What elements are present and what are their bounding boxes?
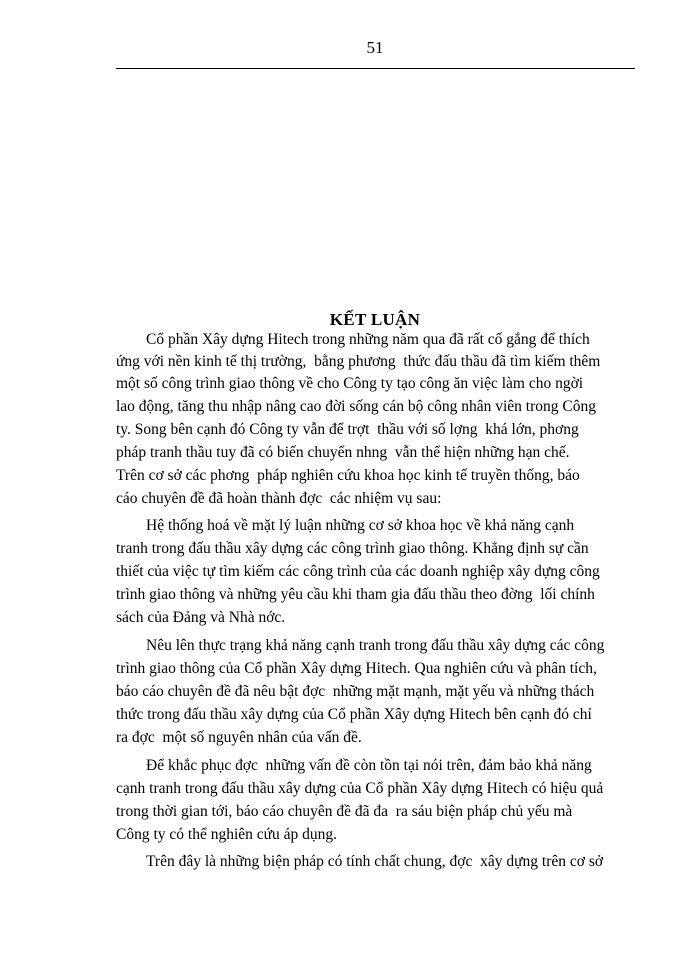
text-line: Cổ phần Xây dựng Hitech trong những năm qua đã rất cố gắng để thích	[146, 331, 590, 348]
text-line: Để khắc phục đợc những vấn đề còn tồn tại nói trên, đảm bảo khả năng	[146, 757, 592, 774]
section-title: KẾT LUẬN	[329, 310, 421, 329]
text-line: trong thời gian tới, báo cáo chuyên đề đã đa ra sáu biện pháp chủ yếu mà	[116, 803, 573, 820]
text-line: tranh trong đấu thầu xây dựng các công trình giao thông. Khẳng định sự cần	[116, 540, 589, 557]
text-line: sách của Đảng và Nhà nớc.	[116, 609, 286, 626]
text-line: Công ty có thể nghiên cứu áp dụng.	[116, 826, 338, 843]
text-line: Hệ thống hoá về mặt lý luận những cơ sở khoa học về khả năng cạnh	[146, 517, 575, 534]
header-rule	[116, 68, 635, 69]
text-line: lao động, tăng thu nhập nâng cao đời sống cán bộ công nhân viên trong Công	[116, 398, 596, 415]
text-line: thức trong đấu thầu xây dựng của Cổ phần Xây dựng Hitech bên cạnh đó chỉ	[116, 706, 592, 723]
text-line: ra đợc một số nguyên nhân của vấn đề.	[116, 729, 362, 746]
text-line: Nêu lên thực trạng khả năng cạnh tranh trong đấu thầu xây dựng các công	[146, 637, 605, 654]
text-line: báo cáo chuyên đề đã nêu bật đợc những mặt mạnh, mặt yếu và những thách	[116, 683, 595, 700]
text-line: pháp tranh thầu tuy đã có biến chuyển nhng vẫn thể hiện những hạn chế.	[116, 444, 570, 461]
text-line: ứng với nền kinh tế thị trường, bằng phương thức đấu thầu đã tìm kiếm thêm	[116, 353, 601, 370]
text-line: Trên đây là những biện pháp có tính chất chung, đợc xây dựng trên cơ sở	[146, 853, 604, 870]
text-line: cạnh tranh trong đấu thầu xây dựng của Cổ phần Xây dựng Hitech có hiệu quả	[116, 780, 604, 797]
text-line: Trên cơ sở các phơng pháp nghiên cứu khoa học kinh tế truyền thống, báo	[116, 467, 580, 484]
text-line: ty. Song bên cạnh đó Công ty vẫn để trợt thầu với số lợng khá lớn, phơng	[116, 421, 579, 438]
text-line: trình giao thông và những yêu cầu khi tham gia đấu thầu theo đờng lối chính	[116, 586, 595, 603]
text-line: trình giao thông của Cổ phần Xây dựng Hitech. Qua nghiên cứu và phân tích,	[116, 660, 597, 677]
text-line: cáo chuyên đề đã hoàn thành đợc các nhiệm vụ sau:	[116, 490, 442, 507]
text-line: một số công trình giao thông về cho Công ty tạo công ăn việc làm cho ngời	[116, 375, 584, 392]
page-number: 51	[366, 38, 384, 57]
text-line: thiết của việc tự tìm kiếm các công trình của các doanh nghiệp xây dựng công	[116, 563, 600, 580]
